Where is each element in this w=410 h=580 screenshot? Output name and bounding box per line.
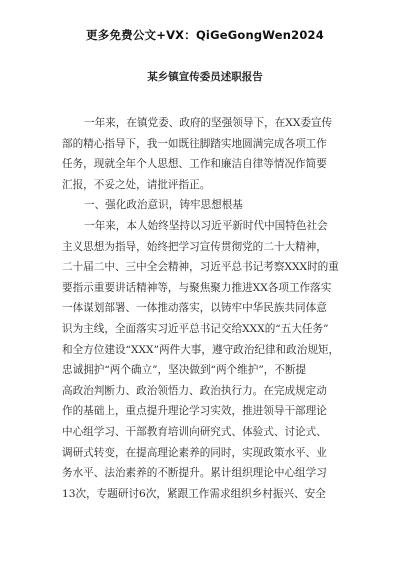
paragraph-line: 二十届二中、三中全会精神，习近平总书记考察XXX时的重 — [62, 261, 339, 274]
paragraph-line: 汇报，不妥之处，请批评指正。 — [62, 178, 211, 191]
paragraph-line: 部的精心指导下，我一如既往脚踏实地圆满完成各项工作 — [62, 137, 327, 150]
document-title: 某乡镇宣传委员述职报告 — [147, 71, 263, 83]
paragraph-line: 务水平、法治素养的不断提升。累计组织理论中心组学习 — [62, 467, 327, 480]
paragraph-line: 任务，现就全年个人思想、工作和廉洁自律等情况作简要 — [62, 158, 327, 171]
paragraph-line: 主义思想为指导，始终把学习宣传贯彻党的二十大精神， — [62, 240, 327, 253]
paragraph-line: 中心组学习、干部教育培训向研究式、体验式、讨论式、 — [62, 425, 327, 438]
paragraph-line: 要指示重要讲话精神等，与聚焦聚力推进XX各项工作落实 — [62, 281, 332, 294]
document-body — [62, 113, 352, 504]
watermark-header: 更多免费公文+VX：QiGeGongWen2024 — [86, 28, 324, 42]
paragraph-line: 调研式转变，在提高理论素养的同时，实现政策水平、业 — [62, 446, 327, 459]
paragraph-line: 识为主线，全面落实习近平总书记交给XXX的“五大任务” — [62, 322, 329, 335]
paragraph-line: 高政治判断力、政治领悟力、政治执行力。在完成规定动 — [62, 384, 327, 397]
paragraph-line: 忠诚拥护“两个确立”，坚决做到“两个维护”，不断提 — [62, 364, 307, 377]
paragraph-line: 一年来，本人始终坚持以习近平新时代中国特色社会 — [84, 219, 328, 232]
paragraph-line: 一年来，在镇党委、政府的坚强领导下，在XX委宣传 — [84, 117, 333, 129]
paragraph-line: 一体谋划部署、一体推动落实，以铸牢中华民族共同体意 — [62, 302, 327, 315]
paragraph-line: 13次，专题研讨6次，紧跟工作需求组织乡村振兴、安全 — [62, 487, 326, 500]
paragraph-line: 作的基础上，重点提升理论学习实效，推进领导干部理论 — [62, 405, 327, 418]
paragraph-line: 和全方位建设“XXX”两件大事，遵守政治纪律和政治规矩， — [62, 343, 340, 356]
section-heading: 一、强化政治意识，铸牢思想根基 — [84, 199, 243, 212]
